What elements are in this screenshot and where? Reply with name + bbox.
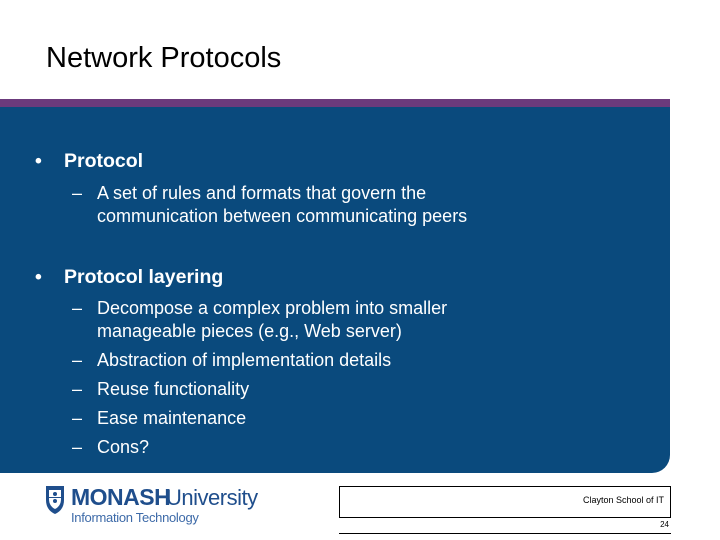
sub-text-line: Ease maintenance [97,408,247,428]
footer-rule [339,533,671,534]
sub-marker: – [72,298,83,318]
page-number: 24 [660,520,669,529]
sub-marker: – [72,350,83,370]
sub-text-line: Reuse functionality [97,379,250,399]
sub-marker: – [72,408,83,428]
logo-main-text: MONASH [71,484,171,510]
bullet-text: Protocol layering [64,266,224,288]
logo-subtitle-text: Information Technology [71,510,199,525]
sub-text-line: communication between communicating peers [97,206,468,226]
sub-marker: – [72,437,83,457]
sub-text-line: Decompose a complex problem into smaller [97,298,448,318]
department-label: Clayton School of IT [582,495,664,505]
slide-title: Network Protocols [46,42,282,74]
sub-text-line: Cons? [97,437,150,457]
logo-university-text: University [166,485,258,510]
sub-text-line: manageable pieces (e.g., Web server) [97,321,402,341]
sub-marker: – [72,379,83,399]
footer-box [339,486,671,518]
sub-marker: – [72,183,83,203]
monash-logo [44,484,284,528]
sub-text-line: Abstraction of implementation details [97,350,392,370]
bullet-marker: • [35,266,42,288]
bullet-text: Protocol [64,150,144,172]
sub-text-line: A set of rules and formats that govern the [97,183,427,203]
bullet-marker: • [35,150,42,172]
accent-bar [0,99,670,107]
